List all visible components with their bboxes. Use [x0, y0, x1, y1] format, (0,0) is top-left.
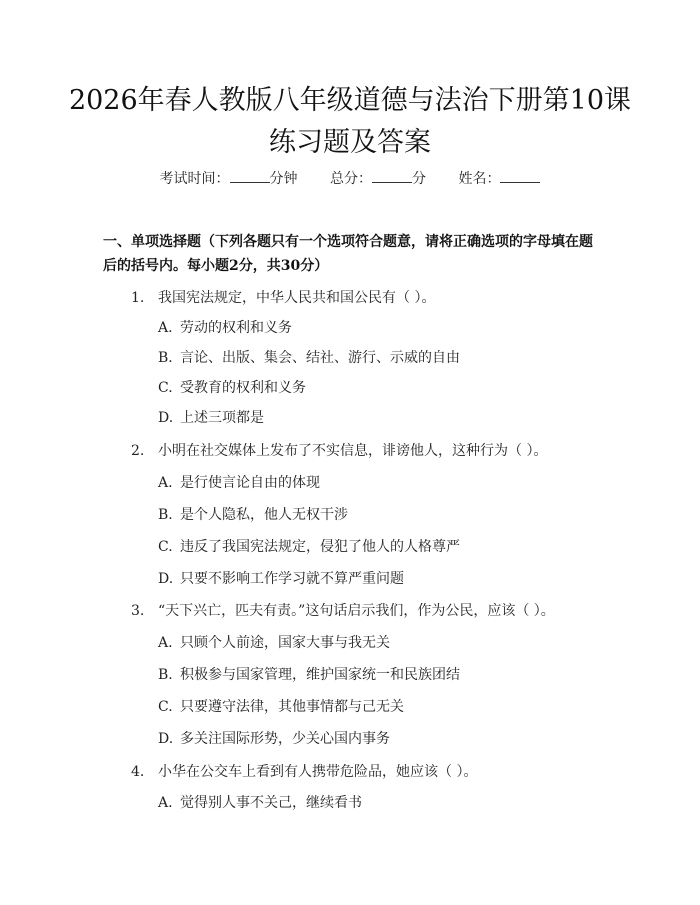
option-label: B. — [158, 350, 173, 366]
section-heading: 一、单项选择题（下列各题只有一个选项符合题意，请将正确选项的字母填在题后的括号内。每小题2分，共30分） — [103, 234, 593, 274]
question-number: 4. — [131, 764, 145, 780]
option-label: D. — [158, 410, 174, 426]
option-label: D. — [158, 731, 174, 747]
option-text: 只要不影响工作学习就不算严重问题 — [180, 571, 404, 587]
question-3 — [131, 600, 555, 620]
option-text: 只顾个人前途，国家大事与我无关 — [180, 635, 390, 651]
question-2-option-a — [158, 472, 320, 492]
question-2 — [131, 440, 547, 460]
option-label: A. — [158, 320, 173, 336]
question-4 — [131, 761, 477, 781]
question-text: 小明在社交媒体上发布了不实信息，诽谤他人，这种行为（ ）。 — [158, 443, 548, 459]
option-text: 受教育的权利和义务 — [180, 380, 306, 396]
option-text: 积极参与国家管理，维护国家统一和民族团结 — [180, 667, 460, 683]
question-3-option-b — [158, 664, 460, 684]
exam-time-label: 考试时间： — [159, 171, 230, 187]
option-label: A. — [158, 795, 173, 811]
question-2-option-b — [158, 504, 348, 524]
question-number: 3. — [131, 603, 145, 619]
exam-time-blank — [230, 170, 270, 183]
question-2-option-c — [158, 536, 460, 556]
exam-time-field — [160, 171, 298, 187]
student-name-label: 姓名： — [458, 171, 501, 187]
option-label: A. — [158, 475, 173, 491]
option-label: C. — [158, 380, 173, 396]
option-label: C. — [158, 699, 173, 715]
question-3-option-d — [158, 728, 390, 748]
question-1-option-d — [158, 407, 264, 427]
question-1-option-b — [158, 347, 460, 367]
question-3-option-a — [158, 632, 390, 652]
option-label: B. — [158, 507, 173, 523]
exam-meta-line — [0, 168, 700, 188]
option-text: 觉得别人事不关己，继续看书 — [180, 795, 362, 811]
option-text: 上述三项都是 — [180, 410, 264, 426]
question-1 — [131, 287, 435, 307]
question-text: 我国宪法规定，中华人民共和国公民有（ ）。 — [158, 290, 436, 306]
question-number: 2. — [131, 443, 145, 459]
total-score-blank — [372, 170, 412, 183]
question-4-option-a — [158, 792, 362, 812]
option-label: C. — [158, 539, 173, 555]
option-text: 是个人隐私，他人无权干涉 — [180, 507, 348, 523]
option-text: 违反了我国宪法规定，侵犯了他人的人格尊严 — [180, 539, 460, 555]
question-1-option-c — [158, 377, 306, 397]
total-score-field — [330, 171, 426, 187]
option-label: A. — [158, 635, 173, 651]
document-title: 2026年春人教版八年级道德与法治下册第10课练习题及答案 — [68, 85, 632, 158]
option-text: 只要遵守法律，其他事情都与己无关 — [180, 699, 404, 715]
option-text: 多关注国际形势，少关心国内事务 — [180, 731, 390, 747]
question-1-option-a — [158, 317, 292, 337]
total-score-label: 总分： — [330, 171, 372, 187]
question-3-option-c — [158, 696, 404, 716]
question-text: 小华在公交车上看到有人携带危险品，她应该（ ）。 — [158, 764, 478, 780]
option-text: 言论、出版、集会、结社、游行、示威的自由 — [180, 350, 460, 366]
option-label: D. — [158, 571, 174, 587]
option-text: 是行使言论自由的体现 — [180, 475, 320, 491]
question-2-option-d — [158, 568, 404, 588]
option-text: 劳动的权利和义务 — [180, 320, 292, 336]
option-label: B. — [158, 667, 173, 683]
exam-time-unit: 分钟 — [269, 171, 298, 187]
question-number: 1. — [131, 290, 145, 306]
question-text: “天下兴亡，匹夫有责。”这句话启示我们，作为公民，应该（ ）。 — [158, 603, 555, 619]
student-name-blank — [500, 170, 540, 183]
student-name-field — [458, 171, 540, 187]
total-score-unit: 分 — [412, 171, 426, 187]
